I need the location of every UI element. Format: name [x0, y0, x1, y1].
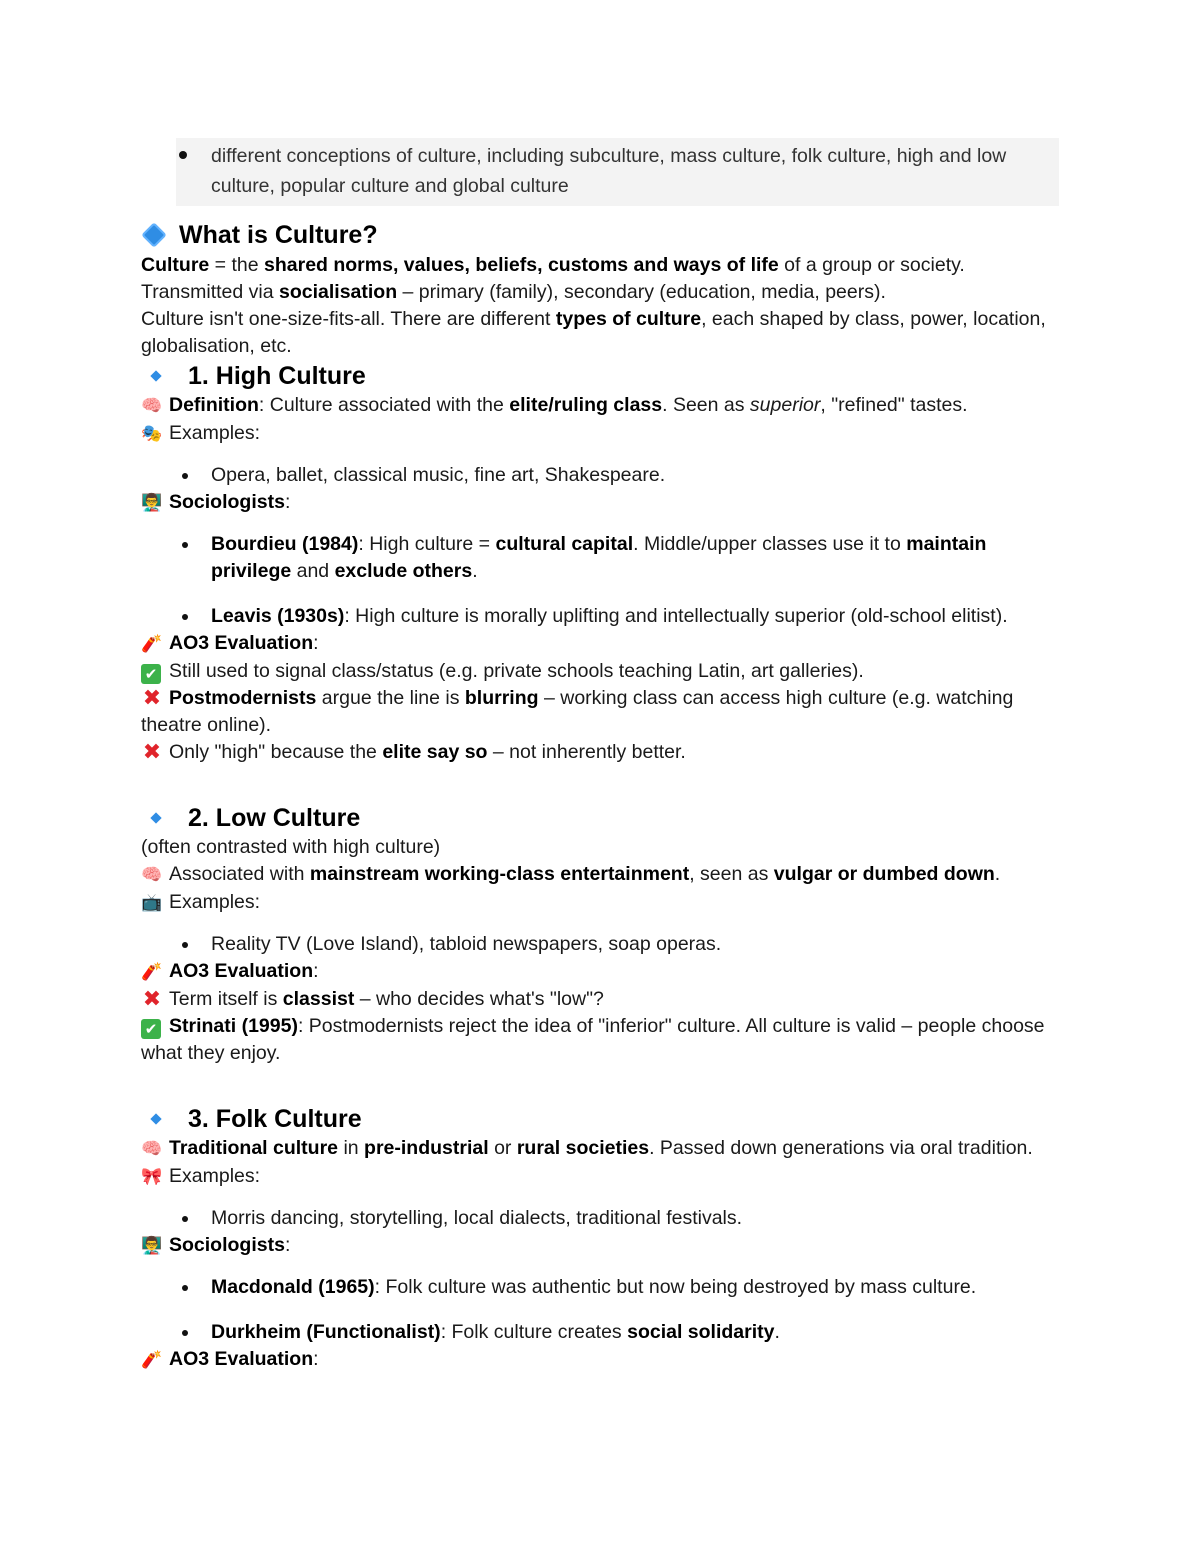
list-item: Bourdieu (1984): High culture = cultural capital. Middle/upper classes use it to maintain privilege and exclude others.: [141, 531, 1061, 585]
brain-icon: 🧠: [141, 865, 163, 885]
theater-masks-icon: 🎭: [141, 424, 163, 444]
low-subtitle: (often contrasted with high culture): [141, 836, 441, 858]
low-eval-label: 🧨 AO3 Evaluation:: [141, 958, 1061, 986]
list-item: Reality TV (Love Island), tabloid newspapers, soap operas.: [141, 931, 1061, 958]
low-examples-label: 📺 Examples:: [141, 889, 1061, 917]
low-eval-2: ✔ Strinati (1995): Postmodernists reject the idea of "inferior" culture. All culture is valid – people choose what they enjoy.: [141, 1015, 1045, 1064]
low-definition: 🧠 Associated with mainstream working-class entertainment, seen as vulgar or dumbed down.: [141, 861, 1061, 889]
high-sociologists-list: [141, 531, 1061, 630]
top-note-text: different conceptions of culture, including subculture, mass culture, folk culture, high and low culture, popular culture and global culture: [211, 145, 1007, 197]
diamond-icon: [149, 369, 163, 383]
firecracker-icon: 🧨: [141, 962, 163, 982]
high-eval-label: 🧨 AO3 Evaluation:: [141, 630, 1061, 658]
cross-icon: ✖: [142, 740, 162, 765]
folk-definition: 🧠 Traditional culture in pre-industrial or rural societies. Passed down generations via oral tradition.: [141, 1135, 1061, 1163]
low-eval-1: ✖ Term itself is classist – who decides what's "low"?: [142, 987, 604, 1012]
diamond-icon: [141, 222, 167, 248]
cross-icon: ✖: [142, 686, 162, 711]
ribbon-icon: 🎀: [141, 1167, 163, 1187]
list-item: Leavis (1930s): High culture is morally uplifting and intellectually superior (old-school elitist).: [141, 603, 1061, 630]
teacher-icon: 👨‍🏫: [141, 1236, 163, 1256]
high-examples-list: [141, 462, 1061, 489]
list-item: Opera, ballet, classical music, fine art, Shakespeare.: [141, 462, 1061, 489]
low-examples-list: [141, 931, 1061, 958]
firecracker-icon: 🧨: [141, 1350, 163, 1370]
teacher-icon: 👨‍🏫: [141, 493, 163, 513]
check-icon: ✔: [141, 664, 161, 684]
high-examples-label: 🎭 Examples:: [141, 420, 1061, 448]
section-title-high-culture: 1. High Culture: [141, 360, 1061, 392]
list-item: Macdonald (1965): Folk culture was authentic but now being destroyed by mass culture.: [141, 1274, 1061, 1301]
diamond-icon: [149, 1112, 163, 1126]
check-icon: ✔: [141, 1019, 161, 1039]
high-eval-3: ✖ Only "high" because the elite say so – not inherently better.: [142, 740, 686, 765]
firecracker-icon: 🧨: [141, 634, 163, 654]
brain-icon: 🧠: [141, 396, 163, 416]
folk-examples-list: [141, 1205, 1061, 1232]
folk-sociologists-list: [141, 1274, 1061, 1346]
tv-icon: 📺: [141, 893, 163, 913]
section-title-what-is-culture: [141, 220, 1061, 250]
intro-line-3: Culture isn't one-size-fits-all. There are different types of culture, each shaped by class, power, location, globalisation, etc.: [141, 308, 1046, 357]
list-item: Durkheim (Functionalist): Folk culture creates social solidarity.: [141, 1319, 1061, 1346]
folk-examples-label: 🎀 Examples:: [141, 1163, 1061, 1191]
brain-icon: 🧠: [141, 1139, 163, 1159]
top-note-box: [176, 138, 1059, 206]
intro-line-1: Culture = the shared norms, values, beliefs, customs and ways of life of a group or society.: [141, 254, 965, 276]
heading-text: What is Culture?: [179, 221, 378, 249]
high-eval-2: ✖ Postmodernists argue the line is blurring – working class can access high culture (e.g. watching theatre online).: [141, 686, 1014, 736]
cross-icon: ✖: [142, 987, 162, 1012]
high-sociologists-label: 👨‍🏫 Sociologists:: [141, 489, 1061, 517]
folk-sociologists-label: 👨‍🏫 Sociologists:: [141, 1232, 1061, 1260]
section-title-folk-culture: 3. Folk Culture: [141, 1103, 1061, 1135]
diamond-icon: [149, 811, 163, 825]
bullet-dot-icon: [179, 151, 187, 159]
high-eval-1: ✔ Still used to signal class/status (e.g. private schools teaching Latin, art galleries).: [141, 658, 1061, 685]
intro-line-2: Transmitted via socialisation – primary (family), secondary (education, media, peers).: [141, 281, 886, 303]
list-item: Morris dancing, storytelling, local dialects, traditional festivals.: [141, 1205, 1061, 1232]
high-definition: 🧠 Definition: Culture associated with the elite/ruling class. Seen as superior, "refined" tastes.: [141, 392, 1061, 420]
section-title-low-culture: 2. Low Culture: [141, 802, 1061, 834]
folk-eval-label: 🧨 AO3 Evaluation:: [141, 1346, 1061, 1374]
document-page: [141, 138, 1061, 1374]
